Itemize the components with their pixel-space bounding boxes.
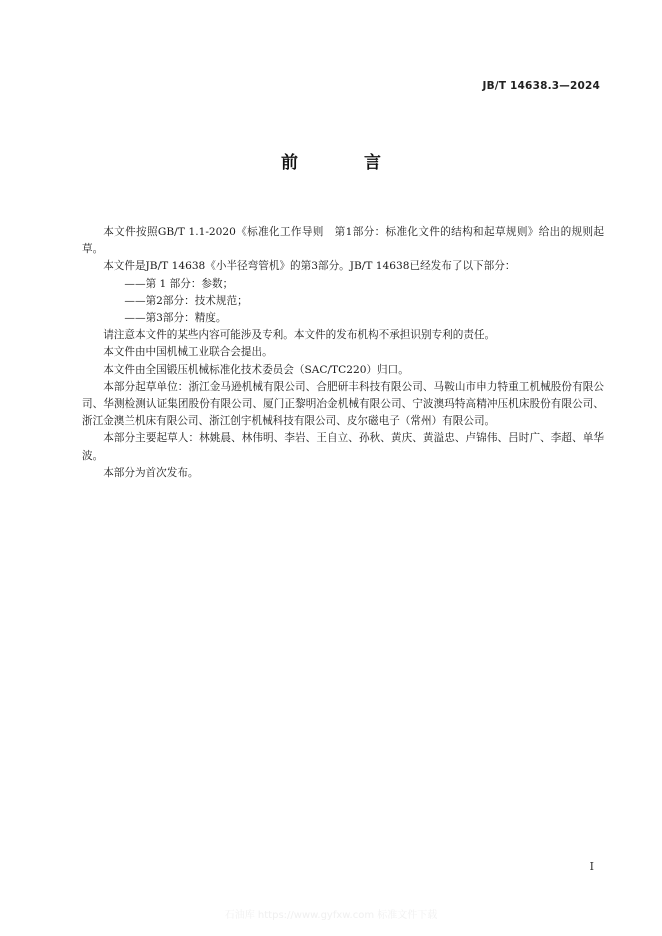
- watermark-text: 石油库 https://www.gyfxw.com 标准文件下载: [224, 910, 438, 921]
- paragraph-drafting-units: 本部分起草单位：浙江金马逊机械有限公司、合肥研丰科技有限公司、马鞍山市申力特重工机械股份有限公司、华测检测认证集团股份有限公司、厦门正黎明冶金机械有限公司、宁波澳玛特高精冲压机床股份有限公司、浙江金澳兰机床有限公司、浙江创宇机械科技有限公司、皮尔磁电子（常州）有限公司。: [82, 380, 604, 428]
- paragraph-proposer: 本文件由中国机械工业联合会提出。: [103, 346, 273, 359]
- document-code: JB/T 14638.3—2024: [482, 80, 600, 92]
- paragraph-committee: 本文件由全国锻压机械标准化技术委员会（SAC/TC220）归口。: [103, 363, 409, 376]
- list-item-part-3: ——第3部分：精度。: [124, 312, 227, 325]
- paragraph-drafters: 本部分主要起草人：林姚晨、林伟明、李岩、王自立、孙秋、黄庆、黄溢忠、卢锦伟、吕时广、李超、单华波。: [82, 432, 604, 462]
- paragraph-series-intro: 本文件是JB/T 14638《小半径弯管机》的第3部分。JB/T 14638已经发布了以下部分：: [103, 260, 516, 273]
- list-item-part-1: ——第 1 部分：参数；: [124, 277, 234, 290]
- paragraph-drafting-rules: 本文件按照GB/T 1.1-2020《标准化工作导则 第1部分：标准化文件的结构和起草规则》给出的规则起草。: [82, 226, 604, 256]
- page-title: 前 言: [281, 153, 411, 173]
- page-number: I: [589, 860, 594, 873]
- list-item-part-2: ——第2部分：技术规范；: [124, 294, 248, 307]
- paragraph-patent-notice: 请注意本文件的某些内容可能涉及专利。本文件的发布机构不承担识别专利的责任。: [103, 329, 496, 342]
- foreword-body: [82, 224, 604, 482]
- paragraph-first-release: 本部分为首次发布。: [103, 466, 199, 479]
